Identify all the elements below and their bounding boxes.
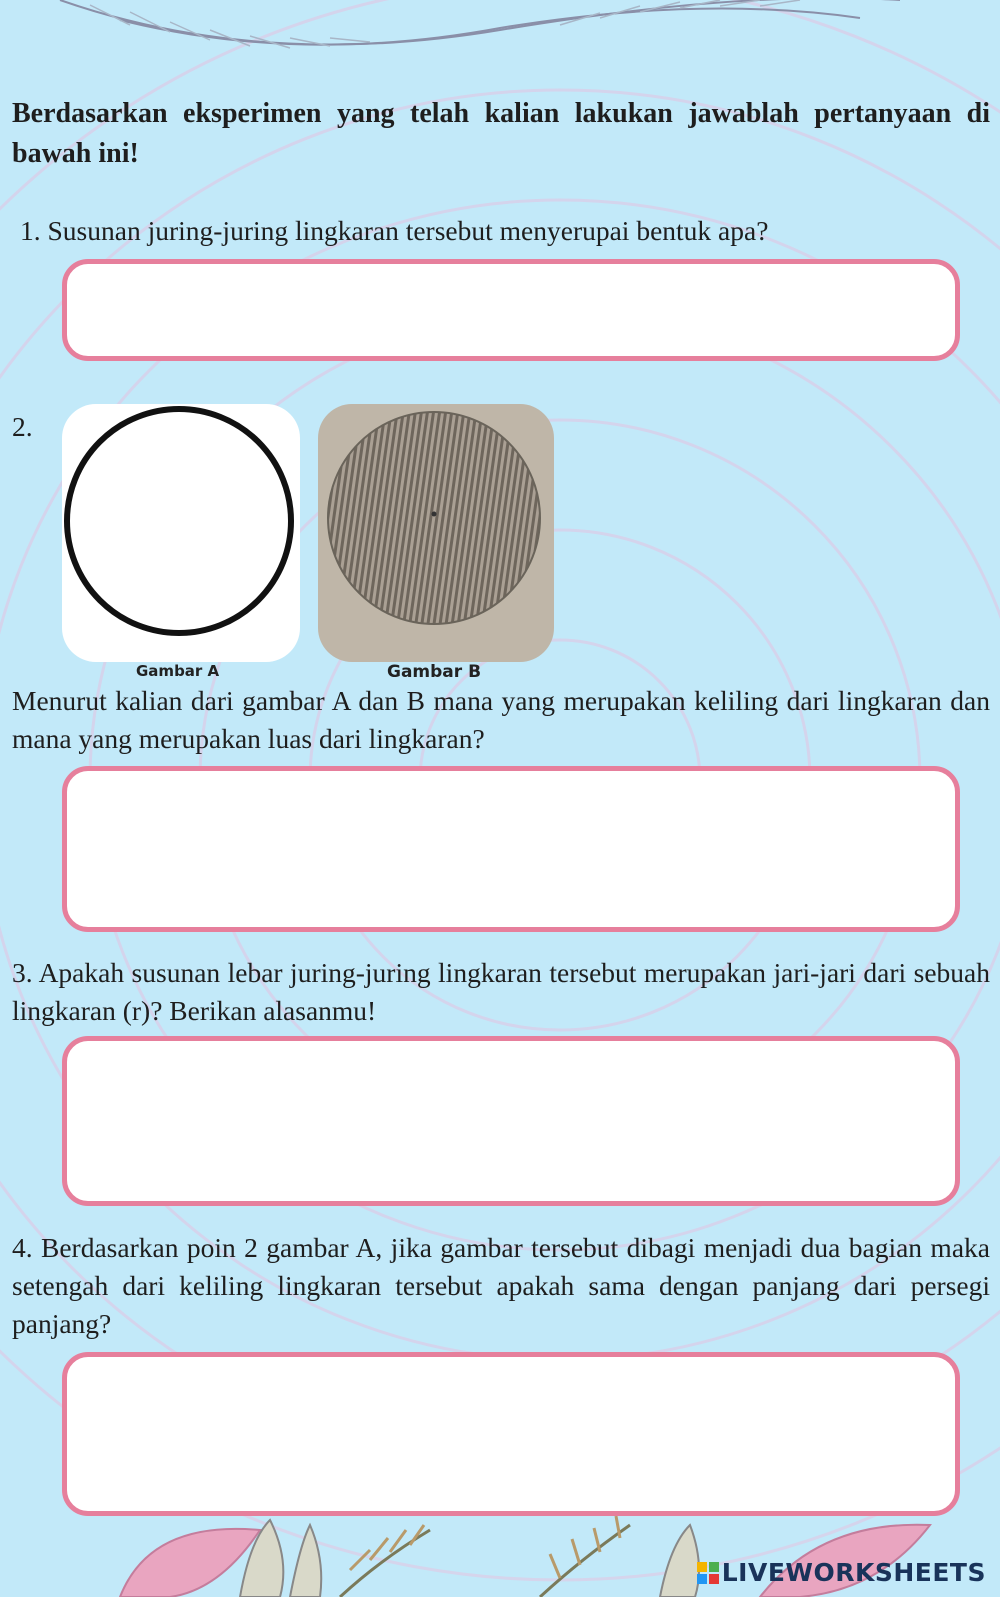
- top-garland-ornament: [60, 0, 900, 48]
- question-2-number: 2.: [12, 411, 33, 442]
- answer-box-4[interactable]: [62, 1352, 960, 1516]
- figure-a-image: [62, 404, 300, 662]
- liveworksheets-brand: [696, 1558, 986, 1587]
- liveworksheets-logo-icon: [696, 1561, 720, 1585]
- instruction-text: Berdasarkan eksperimen yang telah kalian lakukan jawablah pertanyaan di bawah ini!: [12, 98, 990, 169]
- figure-a-caption: Gambar A: [136, 662, 220, 680]
- brand-name: LIVEWORKSHEETS: [721, 1558, 986, 1587]
- question-1: 1. Susunan juring-juring lingkaran tersebut menyerupai bentuk apa?: [20, 215, 769, 246]
- question-3: 3. Apakah susunan lebar juring-juring lingkaran tersebut merupakan jari-jari dari sebuah lingkaran (r)? Berikan alasanmu!: [12, 957, 990, 1026]
- figure-b-caption: Gambar B: [387, 662, 482, 682]
- filled-circle-drawing: [318, 404, 554, 662]
- answer-box-2[interactable]: [62, 766, 960, 932]
- question-2: Menurut kalian dari gambar A dan B mana yang merupakan keliling dari lingkaran dan mana yang merupakan luas dari lingkaran?: [12, 685, 990, 754]
- circle-outline-drawing: [62, 404, 300, 662]
- figure-b-image: [318, 404, 554, 662]
- answer-box-1[interactable]: [62, 259, 960, 361]
- answer-box-3[interactable]: [62, 1036, 960, 1206]
- question-4: 4. Berdasarkan poin 2 gambar A, jika gambar tersebut dibagi menjadi dua bagian maka setengah dari keliling lingkaran tersebut apakah sama dengan panjang dari persegi panjang?: [12, 1232, 990, 1339]
